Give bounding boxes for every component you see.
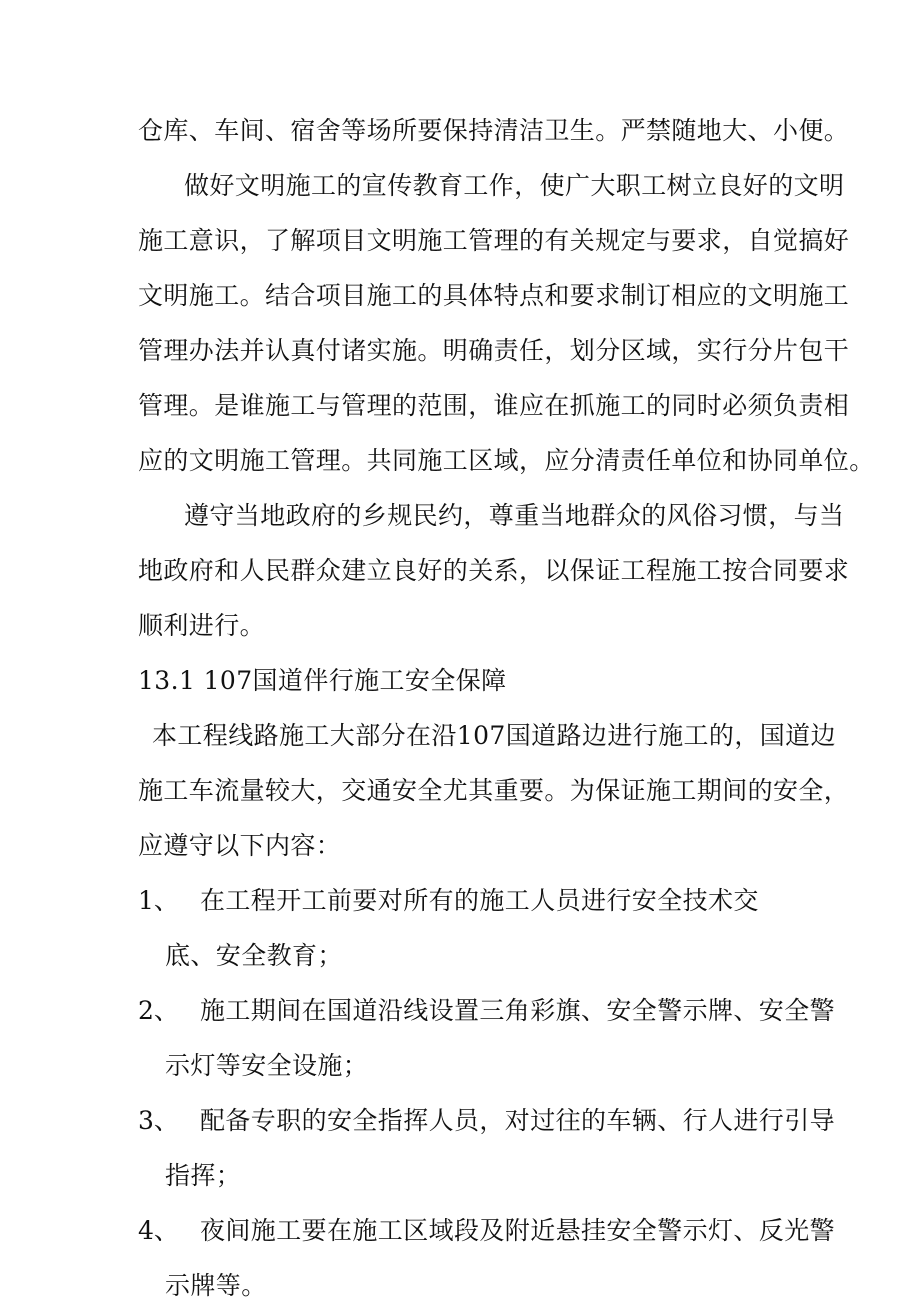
paragraph-2-line-3: 文明施工。结合项目施工的具体特点和要求制订相应的文明施工 xyxy=(138,281,850,310)
paragraph-2-line-4: 管理办法并认真付诸实施。明确责任，划分区域，实行分片包干 xyxy=(138,336,850,365)
list-item-3-line-2: 指挥； xyxy=(165,1161,242,1190)
list-item-1-line-1: 在工程开工前要对所有的施工人员进行安全技术交 xyxy=(200,886,759,915)
list-item-3-line-1: 配备专职的安全指挥人员，对过往的车辆、行人进行引导 xyxy=(200,1106,836,1135)
list-item-1-line-2: 底、安全教育； xyxy=(165,941,343,970)
section-intro-line-3: 应遵守以下内容： xyxy=(138,831,342,860)
paragraph-1-line-1: 仓库、车间、宿舍等场所要保持清洁卫生。严禁随地大、小便。 xyxy=(138,116,850,145)
list-item-2-number: 2、 xyxy=(138,996,179,1025)
section-heading: 13.1 107国道伴行施工安全保障 xyxy=(138,666,507,695)
paragraph-3-line-1: 遵守当地政府的乡规民约，尊重当地群众的风俗习惯，与当 xyxy=(184,501,845,530)
paragraph-3-line-2: 地政府和人民群众建立良好的关系，以保证工程施工按合同要求 xyxy=(138,556,850,585)
list-item-4-line-2: 示牌等。 xyxy=(165,1271,267,1300)
paragraph-2-line-1: 做好文明施工的宣传教育工作，使广大职工树立良好的文明 xyxy=(184,171,845,200)
paragraph-2-line-2: 施工意识，了解项目文明施工管理的有关规定与要求，自觉搞好 xyxy=(138,226,850,255)
list-item-2-line-2: 示灯等安全设施； xyxy=(165,1051,369,1080)
list-item-4-line-1: 夜间施工要在施工区域段及附近悬挂安全警示灯、反光警 xyxy=(200,1216,836,1245)
section-intro-line-1: 本工程线路施工大部分在沿107国道路边进行施工的，国道边 xyxy=(152,721,836,750)
paragraph-2-line-5: 管理。是谁施工与管理的范围，谁应在抓施工的同时必须负责相 xyxy=(138,391,850,420)
list-item-4-number: 4、 xyxy=(138,1216,179,1245)
list-item-2-line-1: 施工期间在国道沿线设置三角彩旗、安全警示牌、安全警 xyxy=(200,996,836,1025)
section-intro-line-2: 施工车流量较大，交通安全尤其重要。为保证施工期间的安全， xyxy=(138,776,850,805)
paragraph-2-line-6: 应的文明施工管理。共同施工区域，应分清责任单位和协同单位。 xyxy=(138,446,875,475)
paragraph-3-line-3: 顺利进行。 xyxy=(138,611,266,640)
list-item-1-number: 1、 xyxy=(138,886,179,915)
list-item-3-number: 3、 xyxy=(138,1106,179,1135)
